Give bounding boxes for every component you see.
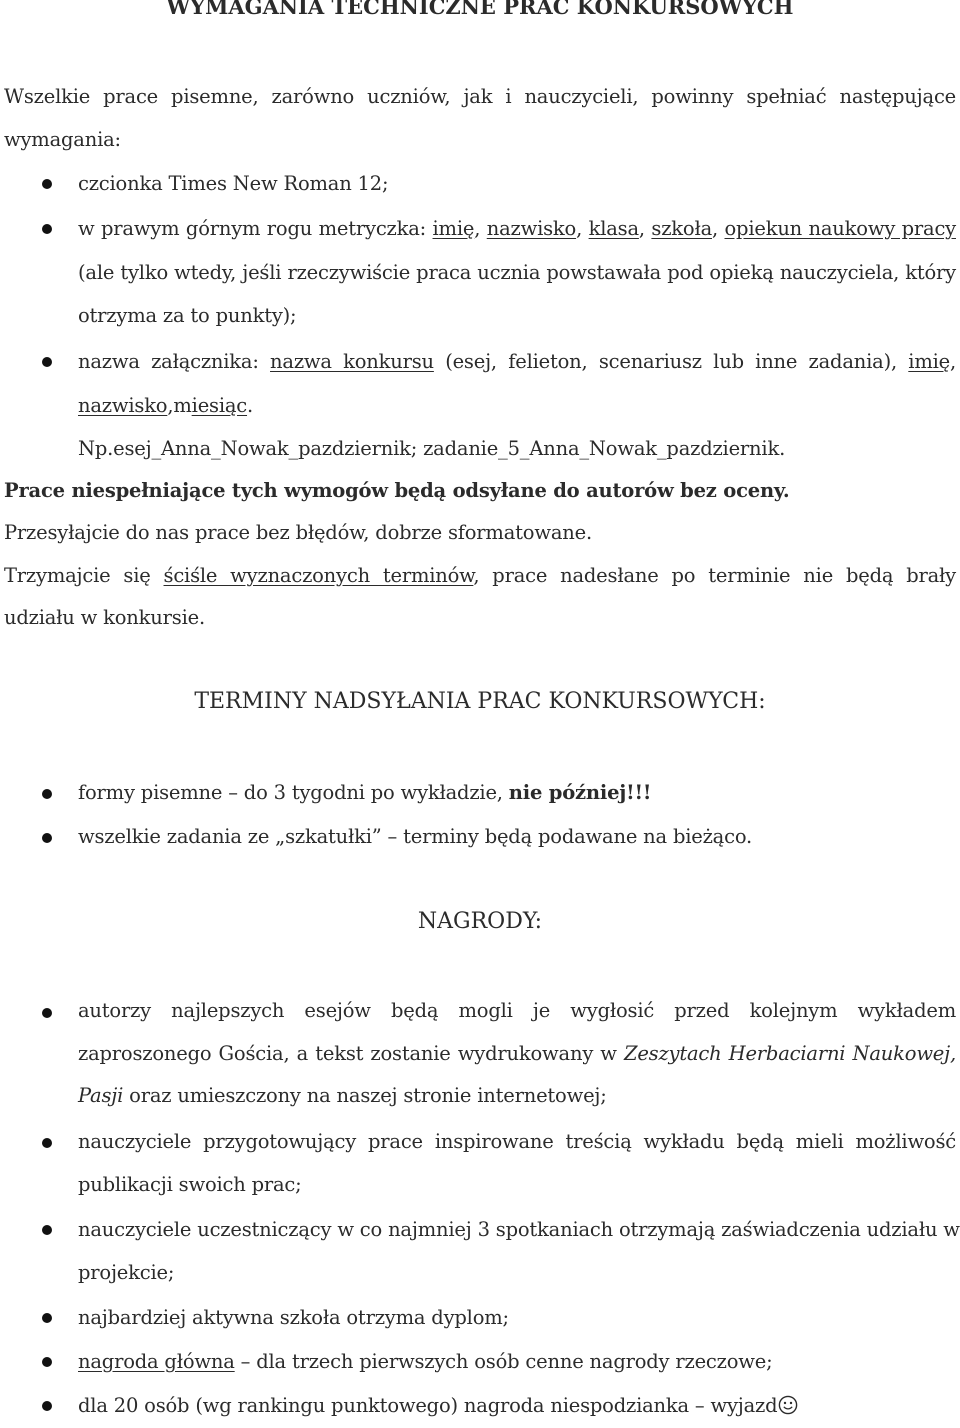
award-school-diploma: najbardziej aktywna szkoła otrzyma dyplom; bbox=[78, 1306, 509, 1329]
terms-heading: TERMINY NADSYŁANIA PRAC KONKURSOWYCH: bbox=[194, 689, 766, 714]
warning-bold: Prace niespełniające tych wymogów będą odsyłane do autorów bez oceny. bbox=[4, 479, 790, 502]
separator: , bbox=[712, 217, 725, 240]
separator: , bbox=[950, 350, 957, 373]
metric-szkola-link[interactable]: szkoła bbox=[651, 217, 712, 240]
filename-nazwisko-link[interactable]: nazwisko bbox=[78, 394, 168, 417]
award-essays-publication: Zeszytach Herbaciarni Naukowej, bbox=[623, 1042, 956, 1065]
award-main-prize bbox=[78, 1349, 772, 1375]
award-certificates-line-1: nauczyciele uczestniczący w co najmniej 3 spotkaniach otrzymają zaświadczenia udziału w bbox=[78, 1218, 960, 1241]
award-essays-lead: zaproszonego Gościa, a tekst zostanie wydrukowany w bbox=[78, 1042, 624, 1065]
intro-line-2: wymagania: bbox=[4, 128, 121, 151]
bullet-icon bbox=[42, 224, 52, 234]
award-main-prize-link[interactable]: nagroda główna bbox=[78, 1350, 235, 1373]
award-surprise-text: dla 20 osób (wg rankingu punktowego) nagroda niespodzianka – wyjazd bbox=[78, 1394, 778, 1417]
filename-contest-link[interactable]: nazwa konkursu bbox=[270, 350, 434, 373]
bullet-icon bbox=[42, 1138, 52, 1148]
award-essays-line-1: autorzy najlepszych esejów będą mogli je wygłosić przed kolejnym wykładem bbox=[78, 999, 956, 1022]
separator: , bbox=[167, 394, 174, 417]
terms-written-forms bbox=[78, 780, 651, 806]
award-essays-rest: oraz umieszczony na naszej stronie internetowej; bbox=[123, 1084, 607, 1107]
bullet-icon bbox=[42, 357, 52, 367]
separator: , bbox=[474, 217, 487, 240]
bullet-icon bbox=[42, 833, 52, 843]
bullet-icon bbox=[42, 179, 52, 189]
deadline-lead: Trzymajcie się bbox=[4, 564, 164, 587]
terms-box-tasks: wszelkie zadania ze „szkatułki” – terminy będą podawane na bieżąco. bbox=[78, 825, 753, 848]
bullet-icon bbox=[42, 1008, 52, 1018]
requirement-metric-line-1 bbox=[78, 216, 956, 242]
requirement-metric-line-2: (ale tylko wtedy, jeśli rzeczywiście praca ucznia powstawała pod opieką nauczyciela, który bbox=[78, 261, 956, 284]
smiley-icon bbox=[778, 1395, 798, 1415]
deadline-rest: , prace nadesłane po terminie nie będą brały bbox=[473, 564, 956, 587]
award-certificates-line-2: projekcie; bbox=[78, 1261, 175, 1284]
metric-lead: w prawym górnym rogu metryczka: bbox=[78, 217, 433, 240]
deadline-note-line-2: udziału w konkursie. bbox=[4, 606, 205, 629]
deadline-link[interactable]: ściśle wyznaczonych terminów bbox=[163, 564, 474, 587]
bullet-icon bbox=[42, 1225, 52, 1235]
deadline-note-line-1 bbox=[4, 563, 956, 589]
metric-nazwisko-link[interactable]: nazwisko bbox=[486, 217, 577, 240]
bullet-icon bbox=[42, 1313, 52, 1323]
filename-rest: (esej, felieton, scenariusz lub inne zadania), bbox=[433, 350, 909, 373]
separator: , bbox=[576, 217, 589, 240]
filename-lead: nazwa załącznika: bbox=[78, 350, 271, 373]
metric-opiekun-link[interactable]: opiekun naukowy pracy bbox=[724, 217, 956, 240]
requirement-font: czcionka Times New Roman 12; bbox=[78, 172, 389, 195]
award-essays-line-3 bbox=[78, 1083, 607, 1109]
send-note: Przesyłajcie do nas prace bez błędów, dobrze sformatowane. bbox=[4, 521, 592, 544]
filename-miesiac-link[interactable]: iesiąc bbox=[191, 394, 248, 417]
bullet-icon bbox=[42, 1357, 52, 1367]
terms-written-bold: nie później!!! bbox=[508, 781, 652, 804]
bullet-icon bbox=[42, 1401, 52, 1411]
terms-written-text: formy pisemne – do 3 tygodni po wykładzie, bbox=[78, 781, 509, 804]
award-teachers-line-2: publikacji swoich prac; bbox=[78, 1173, 302, 1196]
award-teachers-line-1: nauczyciele przygotowujący prace inspirowane treścią wykładu będą mieli możliwość bbox=[78, 1130, 956, 1153]
award-main-prize-rest: – dla trzech pierwszych osób cenne nagrody rzeczowe; bbox=[234, 1350, 773, 1373]
filename-imie-link[interactable]: imię bbox=[908, 350, 951, 373]
page-title: WYMAGANIA TECHNICZNE PRAC KONKURSOWYCH bbox=[166, 0, 794, 19]
filename-m: m bbox=[173, 394, 192, 417]
award-essays-pasji: Pasji bbox=[78, 1084, 124, 1107]
requirement-metric-line-3: otrzyma za to punkty); bbox=[78, 304, 297, 327]
award-surprise bbox=[78, 1393, 798, 1419]
intro-line-1: Wszelkie prace pisemne, zarówno uczniów, jak i nauczycieli, powinny spełniać następujące bbox=[4, 85, 956, 108]
bullet-icon bbox=[42, 789, 52, 799]
filename-example: Np.esej_Anna_Nowak_pazdziernik; zadanie_5_Anna_Nowak_pazdziernik. bbox=[78, 437, 786, 460]
period: . bbox=[247, 394, 254, 417]
requirement-filename-line-1 bbox=[78, 349, 956, 375]
award-essays-line-2 bbox=[78, 1041, 956, 1067]
requirement-filename-line-2 bbox=[78, 393, 253, 419]
separator: , bbox=[638, 217, 652, 240]
awards-heading: NAGRODY: bbox=[417, 909, 543, 934]
metric-imie-link[interactable]: imię bbox=[432, 217, 475, 240]
metric-klasa-link[interactable]: klasa bbox=[588, 217, 639, 240]
